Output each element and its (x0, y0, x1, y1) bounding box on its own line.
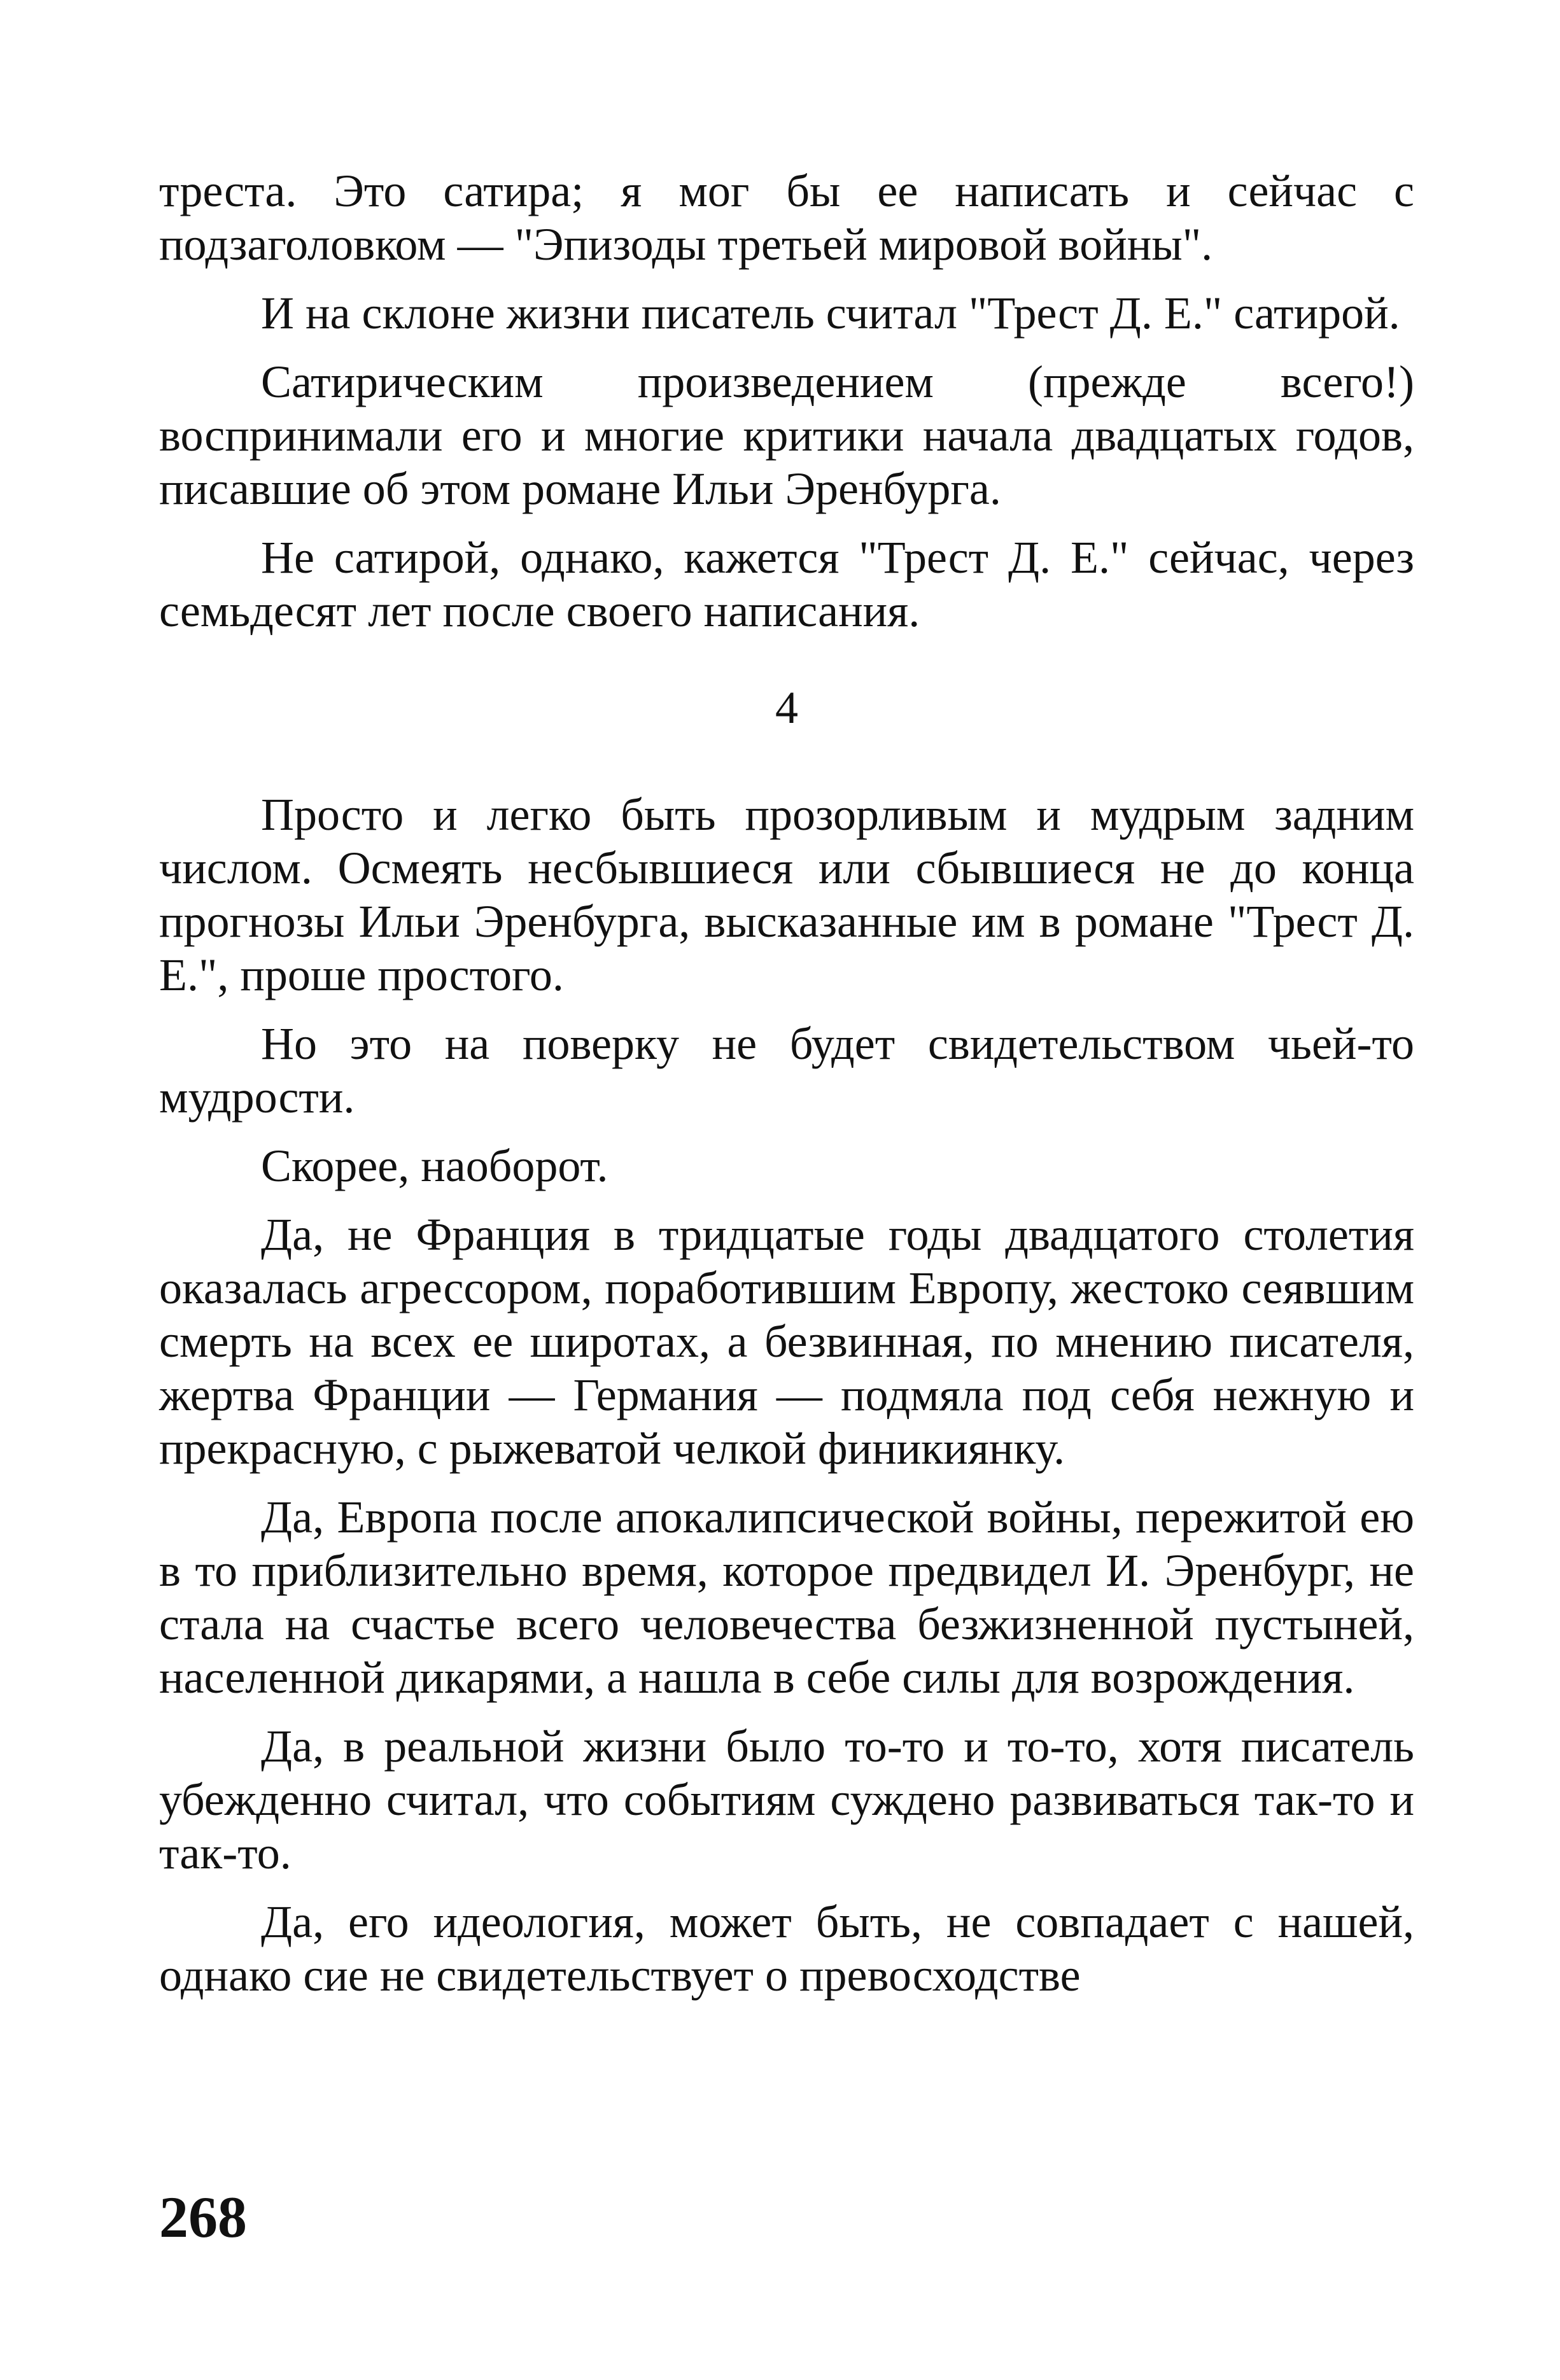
section-number: 4 (775, 682, 798, 733)
paragraph: Скорее, наоборот. (261, 1140, 608, 1191)
body-text (159, 164, 1414, 2017)
page-number: 268 (159, 2185, 247, 2250)
paragraph: Просто и легко быть прозорливым и мудрым задним числом. Осмеять несбывшиеся или сбывшиеся не до конца прогнозы Ильи Эренбурга, высказанные им в романе "Трест Д. Е.", проше простого. (159, 789, 1414, 1000)
paragraph: Да, не Франция в тридцатые годы двадцатого столетия оказалась агрессором, поработившим Европу, жестоко сеявшим смерть на всех ее широтах, а безвинная, по мнению писателя, жертва Франции — Германия — подмяла под себя нежную и прекрасную, с рыжеватой челкой финикиянку. (159, 1209, 1414, 1474)
paragraph: Сатирическим произведением (прежде всего!) воспринимали его и многие критики начала двадцатых годов, писавшие об этом романе Ильи Эренбурга. (159, 356, 1414, 514)
paragraph: треста. Это сатира; я мог бы ее написать и сейчас с подзаголовком — "Эпизоды третьей мировой войны". (159, 165, 1414, 270)
paragraph: Да, Европа после апокалипсической войны, пережитой ею в то приблизительно время, которое предвидел И. Эренбург, не стала на счастье всего человечества безжизненной пустыней, населенной дикарями, а нашла в себе силы для возрождения. (159, 1492, 1414, 1703)
paragraph: И на склоне жизни писатель считал "Трест Д. Е." сатирой. (261, 288, 1400, 339)
paragraph: Да, его идеология, может быть, не совпадает с нашей, однако сие не свидетельствует о превосходстве (159, 1896, 1414, 2001)
paragraph: Не сатирой, однако, кажется "Трест Д. Е." сейчас, через семьдесят лет после своего написания. (159, 532, 1414, 636)
paragraph: Но это на поверку не будет свидетельством чьей-то мудрости. (159, 1018, 1414, 1123)
paragraph: Да, в реальной жизни было то-то и то-то, хотя писатель убежденно считал, что событиям суждено развиваться так-то и так-то. (159, 1721, 1414, 1879)
